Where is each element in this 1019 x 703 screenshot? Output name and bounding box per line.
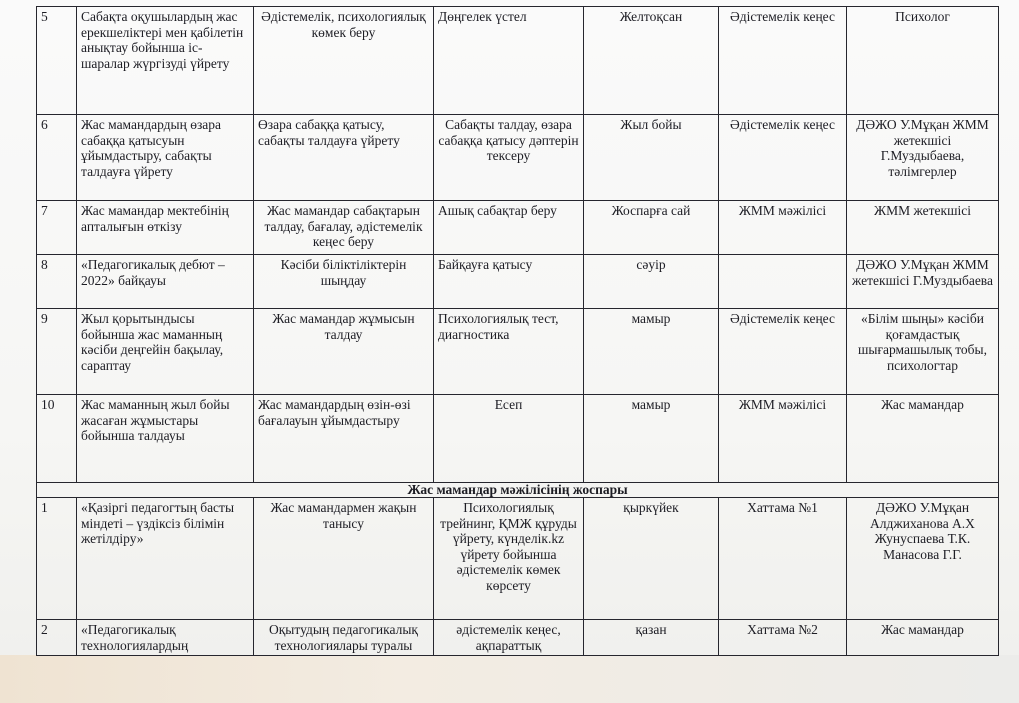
time-cell: қазан: [584, 620, 719, 656]
topic-cell: «Қазіргі педагогтың басты міндеті – үздіксіз білімін жетілдіру»: [77, 498, 254, 620]
topic-cell: «Педагогикалық технологиялардың: [77, 620, 254, 656]
content-cell: Әдістемелік, психологиялық көмек беру: [254, 7, 434, 115]
form-cell: әдістемелік кеңес, ақпараттық: [434, 620, 584, 656]
page-bottom-shadow: [0, 655, 1019, 703]
responsible-cell: ДӘЖО У.Мұқан ЖММ жетекшісі Г.Муздыбаева: [847, 255, 999, 309]
responsible-cell: Психолог: [847, 7, 999, 115]
row-number: 2: [37, 620, 77, 656]
section-title: Жас мамандар мәжілісінің жоспары: [37, 483, 999, 498]
responsible-cell: Жас мамандар: [847, 620, 999, 656]
table-row: [37, 115, 999, 201]
report-cell: Әдістемелік кеңес: [719, 309, 847, 395]
row-number: 7: [37, 201, 77, 255]
report-cell: Әдістемелік кеңес: [719, 7, 847, 115]
report-cell: Хаттама №1: [719, 498, 847, 620]
topic-cell: Жыл қорытындысы бойынша жас маманның кәсіби деңгейін бақылау, сараптау: [77, 309, 254, 395]
time-cell: Жоспарға сай: [584, 201, 719, 255]
content-cell: Оқытудың педагогикалық технологиялары туралы: [254, 620, 434, 656]
report-cell: ЖММ мәжілісі: [719, 395, 847, 483]
content-cell: Жас мамандармен жақын танысу: [254, 498, 434, 620]
time-cell: Жыл бойы: [584, 115, 719, 201]
content-cell: Кәсіби біліктіліктерін шыңдау: [254, 255, 434, 309]
form-cell: Сабақты талдау, өзара сабаққа қатысу дәптерін тексеру: [434, 115, 584, 201]
form-cell: Есеп: [434, 395, 584, 483]
form-cell: Дөңгелек үстел: [434, 7, 584, 115]
row-number: 6: [37, 115, 77, 201]
row-number: 9: [37, 309, 77, 395]
form-cell: Байқауға қатысу: [434, 255, 584, 309]
report-cell: Әдістемелік кеңес: [719, 115, 847, 201]
row-number: 8: [37, 255, 77, 309]
report-cell: ЖММ мәжілісі: [719, 201, 847, 255]
form-cell: Психологиялық тест, диагностика: [434, 309, 584, 395]
report-cell: Хаттама №2: [719, 620, 847, 656]
topic-cell: Жас мамандар мектебінің апталығын өткізу: [77, 201, 254, 255]
row-number: 5: [37, 7, 77, 115]
responsible-cell: ЖММ жетекшісі: [847, 201, 999, 255]
content-cell: Жас мамандар жұмысын талдау: [254, 309, 434, 395]
topic-cell: Жас мамандардың өзара сабаққа қатысуын ұйымдастыру, сабақты талдауға үйрету: [77, 115, 254, 201]
topic-cell: Жас маманның жыл бойы жасаған жұмыстары бойынша талдауы: [77, 395, 254, 483]
form-cell: Психологиялық трейнинг, ҚМЖ құруды үйрету, күнделік.kz үйрету бойынша әдістемелік көмек көрсету: [434, 498, 584, 620]
content-cell: Өзара сабаққа қатысу, сабақты талдауға үйрету: [254, 115, 434, 201]
report-cell: [719, 255, 847, 309]
time-cell: мамыр: [584, 309, 719, 395]
content-cell: Жас мамандар сабақтарын талдау, бағалау, әдістемелік кеңес беру: [254, 201, 434, 255]
responsible-cell: ДӘЖО У.Мұқан ЖММ жетекшісі Г.Муздыбаева, тәлімгерлер: [847, 115, 999, 201]
section-header-row: [37, 483, 999, 498]
table-row: [37, 201, 999, 255]
table-row: [37, 255, 999, 309]
topic-cell: Сабақта оқушылардың жас ерекшеліктері мен қабілетін анықтау бойынша іс-шаралар жүргізуді үйрету: [77, 7, 254, 115]
table-row: [37, 309, 999, 395]
young-specialists-plan-table: [36, 6, 999, 656]
row-number: 10: [37, 395, 77, 483]
time-cell: сәуір: [584, 255, 719, 309]
table-row: [37, 620, 999, 656]
row-number: 1: [37, 498, 77, 620]
responsible-cell: Жас мамандар: [847, 395, 999, 483]
time-cell: мамыр: [584, 395, 719, 483]
responsible-cell: ДӘЖО У.Мұқан Алджиханова А.Х Жунуспаева Т.К. Манасова Г.Г.: [847, 498, 999, 620]
time-cell: Желтоқсан: [584, 7, 719, 115]
responsible-cell: «Білім шыңы» кәсіби қоғамдастық шығармашылық тобы, психологтар: [847, 309, 999, 395]
time-cell: қыркүйек: [584, 498, 719, 620]
table-row: [37, 498, 999, 620]
table-row: [37, 7, 999, 115]
content-cell: Жас мамандардың өзін-өзі бағалауын ұйымдастыру: [254, 395, 434, 483]
table-row: [37, 395, 999, 483]
form-cell: Ашық сабақтар беру: [434, 201, 584, 255]
topic-cell: «Педагогикалық дебют – 2022» байқауы: [77, 255, 254, 309]
